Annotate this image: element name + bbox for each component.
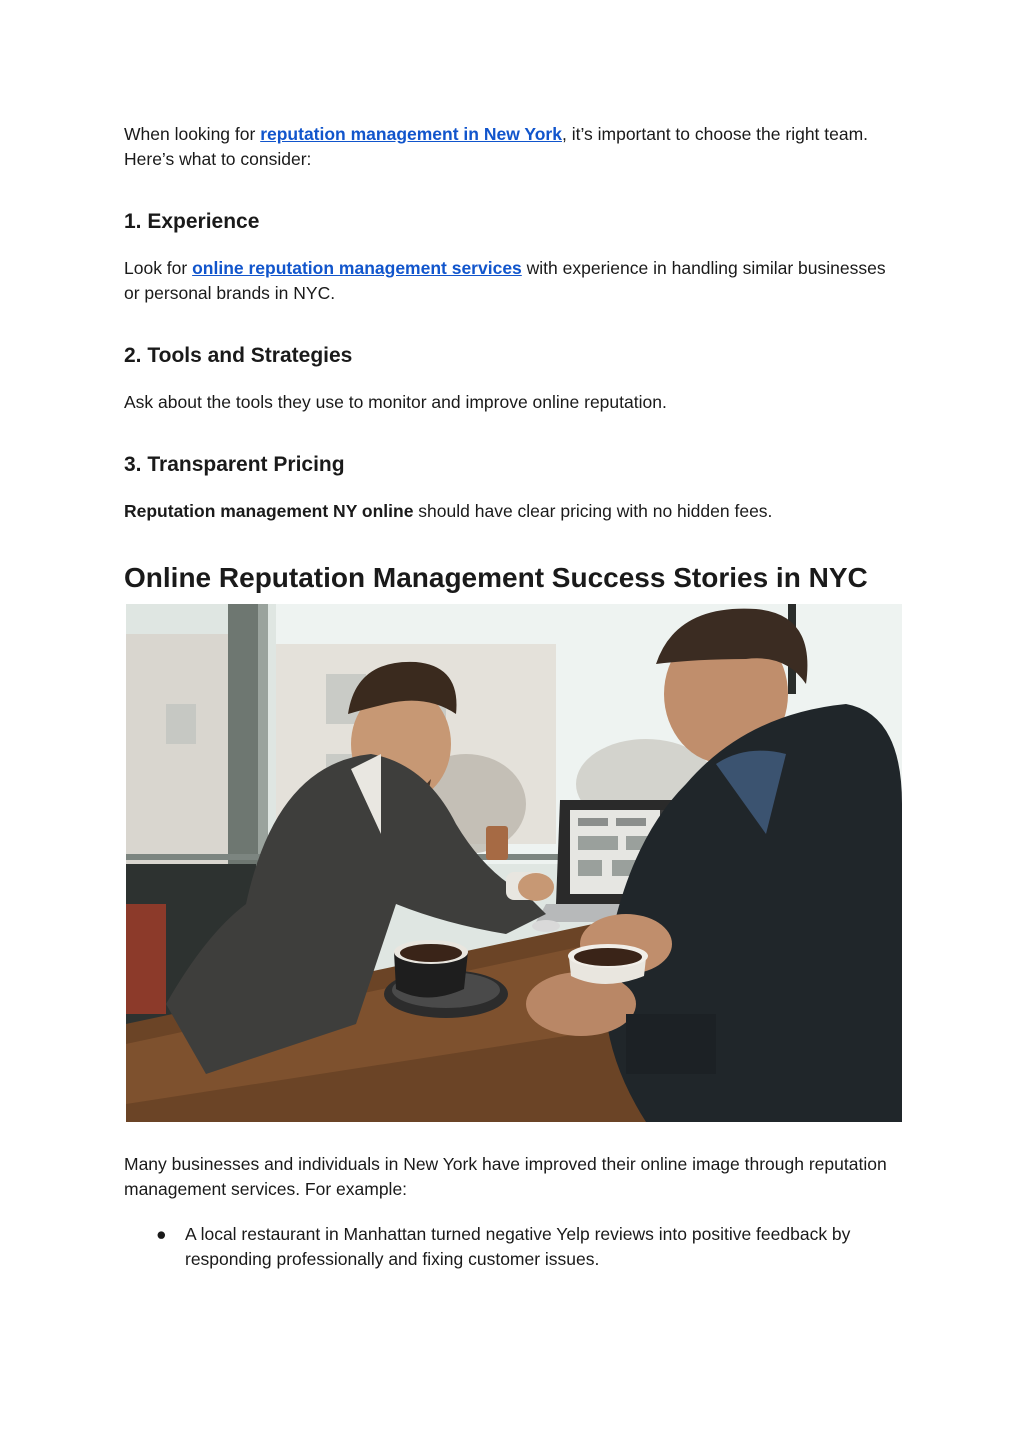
reputation-management-new-york-link[interactable]: reputation management in New York xyxy=(260,124,562,144)
online-reputation-management-services-link[interactable]: online reputation management services xyxy=(192,258,522,278)
bullet-marker: ● xyxy=(156,1224,167,1244)
heading-transparent-pricing: 3. Transparent Pricing xyxy=(124,453,345,476)
pricing-bold-text: Reputation management NY online xyxy=(124,501,414,521)
experience-text-start: Look for xyxy=(124,258,193,278)
intro-text-start: When looking for xyxy=(124,124,261,144)
experience-text-end: with experience in handling similar businesses or personal brands in NYC. xyxy=(124,258,886,303)
intro-text-end: , it’s important to choose the right team. Here’s what to consider: xyxy=(124,124,869,169)
success-examples-list xyxy=(124,1222,904,1272)
document-content xyxy=(124,122,904,1272)
success-paragraph: Many businesses and individuals in New York have improved their online image through reputation management services. For example: xyxy=(124,1154,887,1199)
success-stories-heading: Online Reputation Management Success Stories in NYC xyxy=(124,562,868,593)
heading-tools-strategies: 2. Tools and Strategies xyxy=(124,344,353,367)
business-meeting-photo xyxy=(126,604,902,1122)
tools-paragraph: Ask about the tools they use to monitor and improve online reputation. xyxy=(124,392,667,412)
pricing-text-end: should have clear pricing with no hidden fees. xyxy=(413,501,773,521)
pricing-paragraph xyxy=(124,499,904,524)
heading-experience: 1. Experience xyxy=(124,210,260,233)
list-item-text: A local restaurant in Manhattan turned negative Yelp reviews into positive feedback by responding professionally and fixing customer issues. xyxy=(185,1224,851,1269)
experience-paragraph xyxy=(124,256,904,306)
intro-paragraph xyxy=(124,122,904,172)
list-item xyxy=(124,1222,904,1272)
